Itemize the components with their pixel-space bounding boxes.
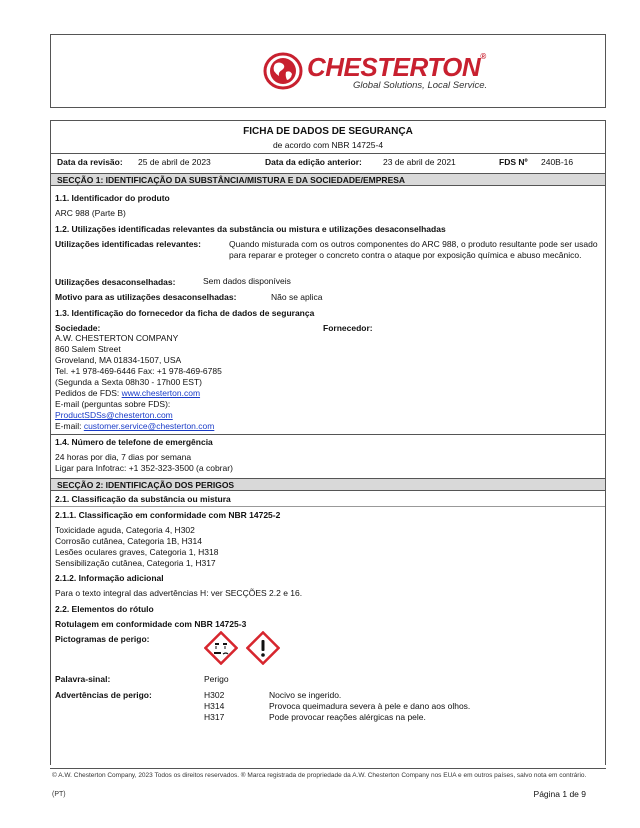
language-code: (PT) xyxy=(52,791,66,798)
document-title: FICHA DE DADOS DE SEGURANÇA xyxy=(243,126,413,137)
hazard-text: Nocivo se ingerido. xyxy=(269,690,342,700)
heading-2-1: 2.1. Classificação da substância ou mistura xyxy=(55,494,231,504)
product-identifier: ARC 988 (Parte B) xyxy=(55,208,126,218)
email-questions-label: E-mail (perguntas sobre FDS): xyxy=(55,399,171,409)
signal-word-value: Perigo xyxy=(204,674,229,684)
customer-email-link[interactable]: customer.service@chesterton.com xyxy=(83,421,215,431)
page-footer xyxy=(50,768,606,799)
uses-value: Quando misturada com os outros componentes do ARC 988, o produto resultante pode ser usado para reparar e proteger o concreto contra o ataque por exposição química e abuso mecânico. xyxy=(229,239,598,260)
heading-2-2: 2.2. Elementos do rótulo xyxy=(55,604,154,614)
pictograms-label: Pictogramas de perigo: xyxy=(55,634,150,644)
document-subtitle: de acordo com NBR 14725-4 xyxy=(272,140,384,150)
company-line: (Segunda a Sexta 08h30 - 17h00 EST) xyxy=(55,377,202,387)
globe-icon xyxy=(263,52,303,90)
orders-line: Pedidos de FDS: www.chesterton.com xyxy=(55,388,201,398)
heading-2-1-2: 2.1.2. Informação adicional xyxy=(55,573,164,583)
heading-1-4: 1.4. Número de telefone de emergência xyxy=(55,437,213,447)
section-2-header: SECÇÃO 2: IDENTIFICAÇÃO DOS PERIGOS xyxy=(51,478,605,491)
hazard-text: Provoca queimadura severa à pele e dano aos olhos. xyxy=(269,701,471,711)
hazard-text: Pode provocar reações alérgicas na pele. xyxy=(269,712,426,722)
revision-label: Data da revisão: xyxy=(57,157,123,167)
corrosion-icon xyxy=(204,631,238,665)
copyright-notice: © A.W. Chesterton Company, 2023 Todos os direitos reservados. ® Marca registrada de propriedade da A.W. Chesterton Company nos EUA e em outros países, salvo nota em contrário. xyxy=(52,772,587,779)
exclamation-icon xyxy=(246,631,280,665)
reason-label: Motivo para as utilizações desaconselhadas: xyxy=(55,292,237,302)
company-line: 860 Salem Street xyxy=(55,344,121,354)
company-line: Groveland, MA 01834-1507, USA xyxy=(55,355,182,365)
hazard-code: H314 xyxy=(204,701,225,711)
unadvised-label: Utilizações desaconselhadas: xyxy=(55,277,176,287)
company-label: Sociedade: xyxy=(55,323,101,333)
supplier-label: Fornecedor: xyxy=(323,323,373,333)
unadvised-value: Sem dados disponíveis xyxy=(203,276,291,286)
sds-document xyxy=(50,120,606,765)
uses-label: Utilizações identificadas relevantes: xyxy=(55,239,201,249)
tagline: Global Solutions, Local Service. xyxy=(353,80,488,91)
heading-1-3: 1.3. Identificação do fornecedor da ficha de dados de segurança xyxy=(55,308,315,318)
emergency-line: Ligar para Infotrac: +1 352-323-3500 (a cobrar) xyxy=(55,463,233,473)
classification-item: Toxicidade aguda, Categoria 4, H302 xyxy=(55,525,195,535)
chesterton-logo xyxy=(263,50,503,96)
section-1-header: SECÇÃO 1: IDENTIFICAÇÃO DA SUBSTÂNCIA/MISTURA E DA SOCIEDADE/EMPRESA xyxy=(51,173,605,186)
classification-item: Sensibilização cutânea, Categoria 1, H317 xyxy=(55,558,216,568)
hazard-code: H302 xyxy=(204,690,225,700)
fds-label: FDS Nº xyxy=(499,157,528,167)
orders-link[interactable]: www.chesterton.com xyxy=(121,388,201,398)
email-line: E-mail: customer.service@chesterton.com xyxy=(55,421,215,431)
hazard-code: H317 xyxy=(204,712,225,722)
page-number: Página 1 de 9 xyxy=(533,789,586,799)
fds-value: 240B-16 xyxy=(541,157,574,167)
sds-email-link[interactable]: ProductSDSs@chesterton.com xyxy=(55,410,173,420)
classification-item: Corrosão cutânea, Categoria 1B, H314 xyxy=(55,536,202,546)
signal-word-label: Palavra-sinal: xyxy=(55,674,111,684)
company-line: Tel. +1 978-469-6446 Fax: +1 978-469-6785 xyxy=(55,366,222,376)
revision-value: 25 de abril de 2023 xyxy=(138,157,211,167)
heading-1-2: 1.2. Utilizações identificadas relevantes da substância ou mistura e utilizações desaconselhadas xyxy=(55,224,446,234)
logo-box xyxy=(50,34,606,108)
brand-name: CHESTERTON® xyxy=(307,52,486,82)
classification-item: Lesões oculares graves, Categoria 1, H318 xyxy=(55,547,219,557)
heading-2-1-1: 2.1.1. Classificação em conformidade com NBR 14725-2 xyxy=(55,510,281,520)
previous-value: 23 de abril de 2021 xyxy=(383,157,456,167)
heading-1-1: 1.1. Identificador do produto xyxy=(55,193,170,203)
previous-label: Data da edição anterior: xyxy=(265,157,362,167)
additional-info: Para o texto integral das advertências H: ver SECÇÕES 2.2 e 16. xyxy=(55,588,303,598)
labelling-heading: Rotulagem em conformidade com NBR 14725-3 xyxy=(55,619,247,629)
emergency-line: 24 horas por dia, 7 dias por semana xyxy=(55,452,192,462)
company-line: A.W. CHESTERTON COMPANY xyxy=(55,333,179,343)
reason-value: Não se aplica xyxy=(271,292,323,302)
hazard-statements-label: Advertências de perigo: xyxy=(55,690,152,700)
